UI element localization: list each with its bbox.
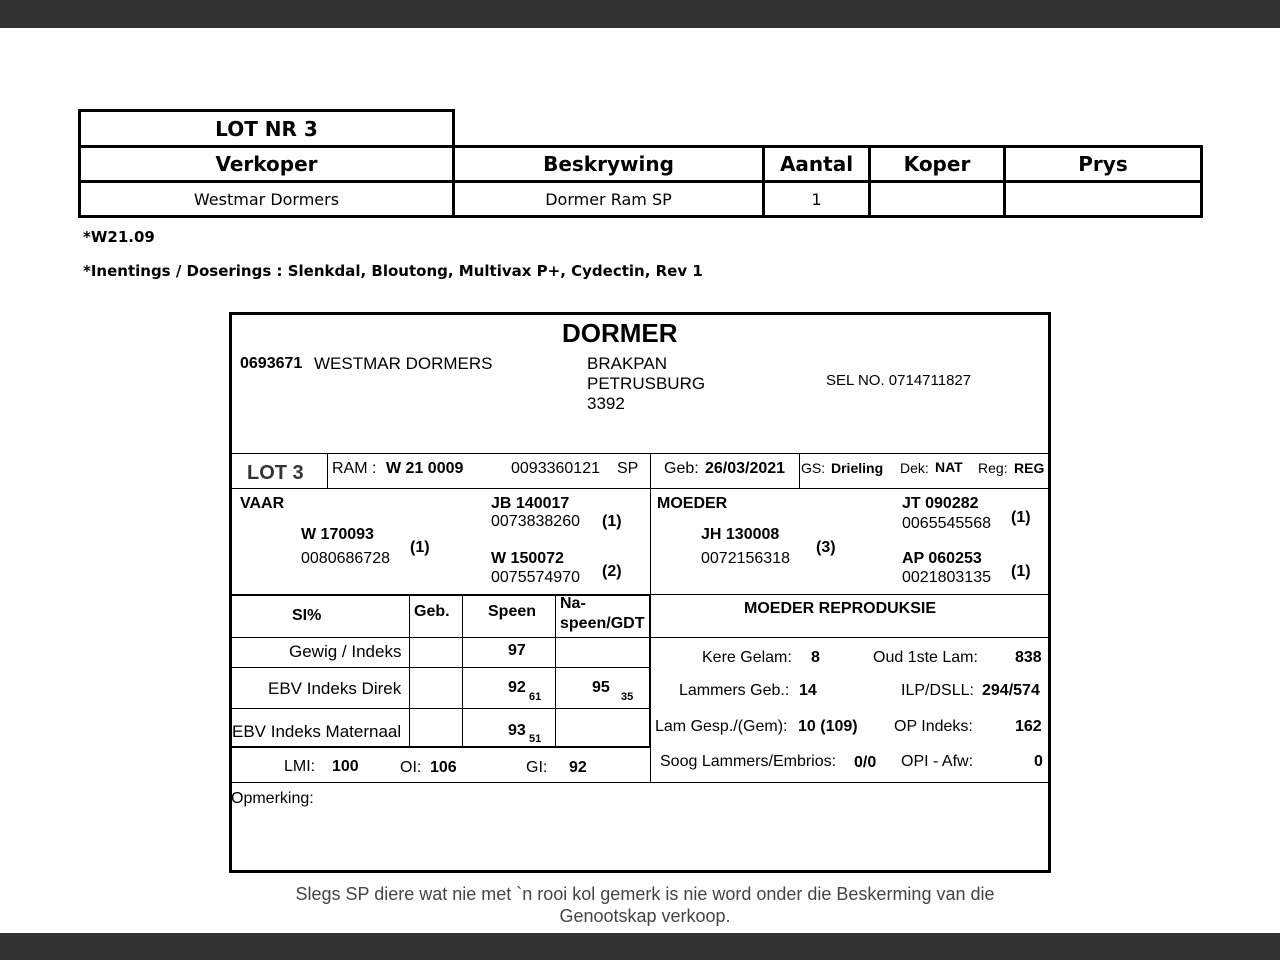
sire-mark: (1) — [410, 539, 430, 556]
ilp-label: ILP/DSLL: — [901, 682, 974, 699]
dam-mark: (3) — [816, 539, 836, 556]
breeder-name: WESTMAR DORMERS — [314, 354, 493, 373]
op-value: 162 — [1015, 718, 1042, 735]
lammers-value: 14 — [799, 682, 817, 699]
naspeen-header: Na- speen/GDT — [560, 595, 645, 632]
dam-number: 0072156318 — [701, 550, 790, 567]
header-beskrywing: Beskrywing — [454, 147, 764, 182]
dam-sire-number: 0065545568 — [902, 515, 991, 532]
geb-header: Geb. — [414, 603, 450, 620]
si-row-label: EBV Indeks Maternaal — [232, 722, 402, 741]
si-row-naspeen-sub: 35 — [621, 691, 634, 703]
sire-dam-number: 0075574970 — [491, 569, 580, 586]
remark-label: Opmerking: — [231, 790, 314, 807]
sire-sire-number: 0073838260 — [491, 513, 580, 530]
ram-id: W 21 0009 — [386, 460, 464, 477]
cell-aantal: 1 — [764, 182, 870, 217]
sire-dam-mark: (2) — [602, 563, 622, 580]
birth-date: 26/03/2021 — [705, 460, 786, 477]
gesp-value: 10 (109) — [798, 718, 858, 735]
si-row-speen-sub: 61 — [529, 691, 542, 703]
si-header: SI% — [292, 607, 322, 624]
dam-sire-mark: (1) — [1011, 509, 1031, 526]
gesp-label: Lam Gesp./(Gem): — [655, 718, 788, 735]
ram-registration: 0093360121 — [511, 460, 600, 477]
dam-dam-number: 0021803135 — [902, 569, 991, 586]
kere-label: Kere Gelam: — [702, 649, 792, 666]
breeder-number: 0693671 — [240, 355, 303, 372]
breed-title: DORMER — [562, 318, 678, 348]
address-line-2: PETRUSBURG — [587, 374, 706, 393]
dek-label: Dek: — [900, 460, 929, 476]
header-verkoper: Verkoper — [80, 147, 454, 182]
op-label: OP Indeks: — [894, 718, 973, 735]
sire-number: 0080686728 — [301, 550, 390, 567]
si-row-speen: 92 — [508, 679, 526, 696]
sire-sire-mark: (1) — [602, 513, 622, 530]
top-dark-bar — [0, 0, 1280, 28]
header-prys: Prys — [1005, 147, 1202, 182]
dam-sire-id: JT 090282 — [902, 495, 979, 512]
soog-label: Soog Lammers/Embrios: — [660, 753, 837, 770]
gi-value: 92 — [569, 759, 587, 776]
cell-verkoper: Westmar Dormers — [80, 182, 454, 217]
lot-title: LOT NR 3 — [80, 111, 454, 147]
gi-label: GI: — [526, 759, 548, 776]
dam-dam-mark: (1) — [1011, 563, 1031, 580]
sire-dam-id: W 150072 — [491, 550, 564, 567]
dam-id: JH 130008 — [701, 526, 780, 543]
oi-label: OI: — [400, 759, 422, 776]
lmi-label: LMI: — [284, 758, 316, 775]
vaccination-note: *Inentings / Doserings : Slenkdal, Bloutong, Multivax P+, Cydectin, Rev 1 — [83, 262, 703, 280]
address-line-3: 3392 — [587, 394, 625, 413]
si-row-speen-sub: 51 — [529, 733, 542, 745]
lot-label: LOT 3 — [247, 462, 304, 484]
oud-label: Oud 1ste Lam: — [873, 649, 978, 666]
lammers-label: Lammers Geb.: — [679, 682, 790, 699]
registration-card — [229, 312, 1051, 873]
kere-value: 8 — [811, 649, 820, 666]
bottom-dark-bar — [0, 933, 1280, 960]
si-row-label: EBV Indeks Direk — [268, 679, 402, 698]
birth-label: Geb: — [664, 460, 699, 477]
vaar-label: VAAR — [240, 495, 285, 512]
ram-label: RAM : — [332, 460, 377, 477]
cell-prys — [1005, 182, 1202, 217]
reg-value: REG — [1014, 460, 1045, 476]
gs-value: Drieling — [831, 460, 884, 476]
opi-value: 0 — [1034, 753, 1043, 770]
dam-dam-id: AP 060253 — [902, 550, 982, 567]
si-row-speen: 93 — [508, 722, 526, 739]
speen-header: Speen — [488, 603, 537, 620]
si-row-label: Gewig / Indeks — [289, 642, 402, 661]
si-row-speen: 97 — [508, 642, 526, 659]
sel-number: SEL NO. 0714711827 — [826, 372, 972, 389]
header-aantal: Aantal — [764, 147, 870, 182]
cell-koper — [870, 182, 1005, 217]
reg-label: Reg: — [978, 460, 1008, 476]
ilp-value: 294/574 — [982, 682, 1040, 699]
header-koper: Koper — [870, 147, 1005, 182]
lot-sales-table — [78, 109, 1203, 218]
si-row-naspeen: 95 — [592, 679, 610, 696]
moeder-label: MOEDER — [657, 495, 728, 512]
address-line-1: BRAKPAN — [587, 354, 667, 373]
lmi-value: 100 — [332, 758, 359, 775]
gs-label: GS: — [801, 460, 826, 476]
reproduksie-title: MOEDER REPRODUKSIE — [744, 600, 937, 617]
ram-class: SP — [617, 460, 639, 477]
soog-value: 0/0 — [854, 754, 877, 771]
sire-id: W 170093 — [301, 526, 374, 543]
code-note: *W21.09 — [83, 228, 155, 246]
cell-beskrywing: Dormer Ram SP — [454, 182, 764, 217]
opi-label: OPI - Afw: — [901, 753, 974, 770]
oud-value: 838 — [1015, 649, 1042, 666]
sire-sire-id: JB 140017 — [491, 495, 570, 512]
oi-value: 106 — [430, 759, 457, 776]
dek-value: NAT — [935, 459, 963, 475]
footer-line-1: Slegs SP diere wat nie met `n rooi kol gemerk is nie word onder die Beskerming van die — [295, 884, 995, 904]
footer-line-2: Genootskap verkoop. — [559, 906, 731, 926]
